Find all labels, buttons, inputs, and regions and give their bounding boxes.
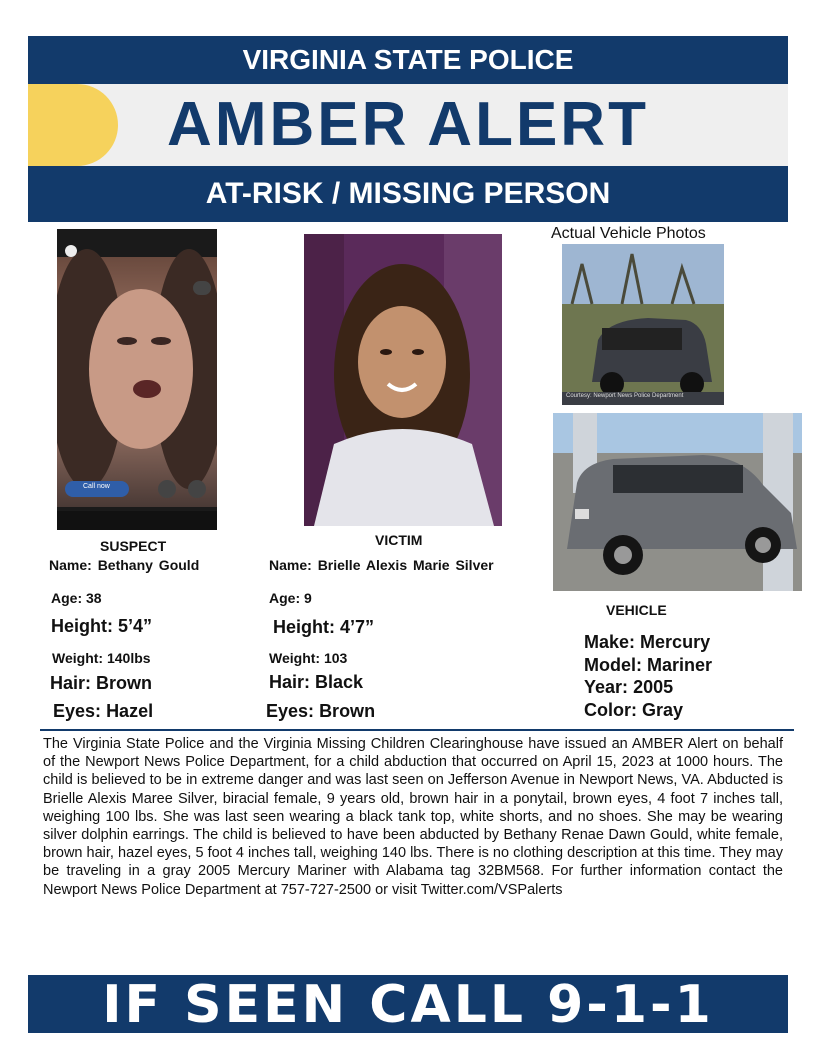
suspect-name-label: Name: xyxy=(49,557,92,573)
suspect-age-label: Age: xyxy=(51,590,83,606)
suspect-weight-label: Weight: xyxy=(52,650,104,666)
vehicle-photo-1-caption: Courtesy: Newport News Police Department xyxy=(566,393,684,399)
suspect-eyes-label: Eyes: xyxy=(53,701,102,721)
agency-banner: VIRGINIA STATE POLICE xyxy=(28,36,788,84)
vehicle-year: 2005 xyxy=(633,677,674,697)
victim-height-row xyxy=(273,617,374,638)
suspect-eyes-row xyxy=(53,701,153,722)
victim-hair-row xyxy=(269,672,363,693)
section-divider xyxy=(40,729,794,731)
suspect-height-row xyxy=(51,616,152,637)
victim-weight-row xyxy=(269,650,347,666)
suspect-name: Bethany Gould xyxy=(97,557,200,573)
victim-eyes-row xyxy=(266,701,375,722)
victim-name-row xyxy=(269,557,494,573)
victim-age: 9 xyxy=(304,590,312,606)
suspect-weight: 140lbs xyxy=(106,650,151,666)
vehicle-model: Mariner xyxy=(647,654,713,675)
victim-height: 4’7” xyxy=(340,617,375,637)
vehicle-year-row xyxy=(584,676,712,699)
suspect-name-row xyxy=(49,557,199,573)
vehicle-make: Mercury xyxy=(640,632,711,652)
victim-eyes-label: Eyes: xyxy=(266,701,315,721)
vehicle-photo-1 xyxy=(562,244,724,405)
suspect-age: 38 xyxy=(86,590,102,606)
vehicle-details xyxy=(584,631,712,721)
vehicle-color: Gray xyxy=(642,699,684,720)
victim-role-label: VICTIM xyxy=(375,532,423,548)
suspect-height: 5’4” xyxy=(118,616,153,636)
vehicle-photos-label: Actual Vehicle Photos xyxy=(551,225,706,242)
suspect-eyes: Hazel xyxy=(106,701,154,721)
victim-photo xyxy=(304,234,502,526)
vehicle-color-row xyxy=(584,699,712,722)
vehicle-role-label: VEHICLE xyxy=(606,602,667,618)
suspect-weight-row xyxy=(52,650,151,666)
call-to-action-banner: IF SEEN CALL 9-1-1 xyxy=(28,975,788,1033)
suspect-photo xyxy=(57,229,217,530)
suspect-role-label: SUSPECT xyxy=(100,538,167,554)
vehicle-make-label: Make: xyxy=(584,632,636,652)
suspect-age-row xyxy=(51,590,102,606)
suspect-hair: Brown xyxy=(96,673,153,693)
victim-name: Brielle Alexis Marie Silver xyxy=(317,557,494,573)
victim-name-label: Name: xyxy=(269,557,312,573)
call-now-label: Call now xyxy=(83,483,110,490)
victim-weight-label: Weight: xyxy=(269,650,321,666)
suspect-hair-label: Hair: xyxy=(50,673,92,693)
suspect-height-label: Height: xyxy=(51,616,113,636)
vehicle-make-row xyxy=(584,631,712,654)
victim-hair: Black xyxy=(315,672,364,692)
alert-title: AMBER ALERT xyxy=(167,90,649,159)
vehicle-model-label: Model: xyxy=(584,654,642,675)
victim-hair-label: Hair: xyxy=(269,672,311,692)
vehicle-model-row xyxy=(584,654,712,677)
alert-description: The Virginia State Police and the Virginia Missing Children Clearinghouse have issued an AMBER Alert on behalf of the Newport News Police Department, for a child abduction that occurred on April 15, 2023 at 1000 hours. The child is believed to be in extreme danger and was last seen on Jefferson Avenue in Newport News, VA. Abducted is Brielle Alexis Maree Silver, biracial female, 9 years old, brown hair in a ponytail, brown eyes, 4 foot 7 inches tall, weighing 100 lbs. She was last seen wearing a black tank top, white shorts, and no shoes. She may be wearing silver dolphin earrings. The child is believed to have been abducted by Bethany Renae Dawn Gould, white female, brown hair, hazel eyes, 5 foot 4 inches tall, weighing 140 lbs. There is no clothing description at this time. They may be traveling in a gray 2005 Mercury Mariner with Alabama tag 32BM568. For further information contact the Newport News Police Department at 757-727-2500 or visit Twitter.com/VSPalerts xyxy=(43,736,783,898)
victim-eyes: Brown xyxy=(319,701,376,721)
vehicle-year-label: Year: xyxy=(584,677,629,697)
victim-age-row xyxy=(269,590,312,606)
amber-alert-banner xyxy=(28,84,788,166)
victim-age-label: Age: xyxy=(269,590,301,606)
subtitle-banner: AT-RISK / MISSING PERSON xyxy=(28,166,788,222)
vehicle-photo-2 xyxy=(553,413,802,591)
victim-height-label: Height: xyxy=(273,617,335,637)
suspect-hair-row xyxy=(50,673,152,694)
vehicle-color-label: Color: xyxy=(584,699,637,720)
victim-weight: 103 xyxy=(323,650,348,666)
